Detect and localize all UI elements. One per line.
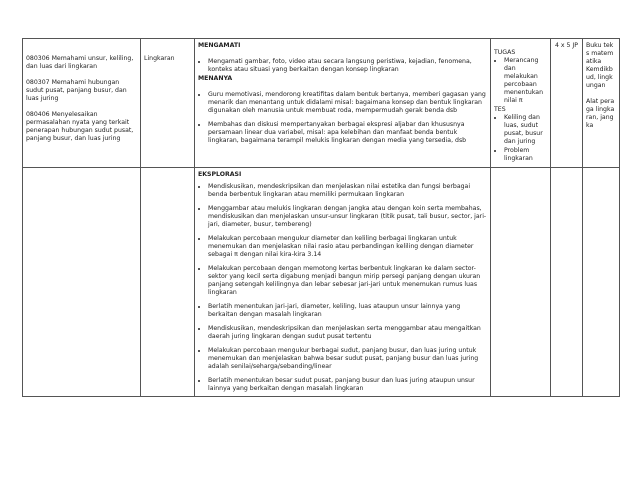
mengamati-heading: MENGAMATI [198,42,241,49]
empty-cell [23,168,141,397]
list-item: • Melakukan percobaan dengan memotong kertas berbentuk lingkaran ke dalam sector-sektor yang kecil serta digabung menjadi bangun mirip persegi panjang dengan ukuran panjang setengah kelilingnya dan lebar sebesar jari-jari untuk menemukan rumus luas lingkaran [208,265,487,297]
list-item: • Mendiskusikan, mendeskripsikan dan menjelaskan nilai estetika dan fungsi berbagai benda berbentuk lingkaran atau memiliki permukaan lingkaran [208,183,487,199]
topic-cell [141,39,195,168]
activity-cell [195,39,491,168]
assessment-cell [491,39,551,168]
list-item: • Mendiskusikan, mendeskripsikan dan menjelaskan serta menggambar atau mengaitkan daerah juring lingkaran dengan sudut pusat tertentu [208,325,487,341]
menanya-list [198,91,487,145]
empty-cell [491,168,551,397]
standard-text: 080307 Memahami hubungan sudut pusat, panjang busur, dan luas juring [26,79,127,102]
list-item: • Menggambar atau melukis lingkaran dengan jangka atau dengan koin serta membahas, mendiskusikan dan menjelaskan unsur-unsur lingkaran (titik pusat, tali busur, sector, jari-jari, diameter, busur, tembereng) [208,205,487,229]
list-item: • Guru memotivasi, mendorong kreatifitas dalam bentuk bertanya, memberi gagasan yang menarik dan menantang untuk didalami misal: bagaimana konsep dan bentuk lingkaran digunakan oleh manusia untuk membuat roda, mempermudah gerak benda dsb [208,91,487,115]
list-item: • Mengamati gambar, foto, video atau secara langsung peristiwa, kejadian, fenomena, konteks atau situasi yang berkaitan dengan konsep lingkaran [208,58,487,74]
menanya-heading: MENANYA [198,75,233,82]
list-item: • Keliling dan luas, sudut pusat, busur dan juring [504,114,547,146]
empty-cell [551,168,583,397]
list-item: • Melakukan percobaan mengukur berbagai sudut, panjang busur, dan luas juring untuk menemukan dan menjelaskan bahwa besar sudut pusat, panjang busur dan luas juring adalah senilai/seharga/sebanding/linear [208,347,487,371]
list-item: • Berlatih menentukan besar sudut pusat, panjang busur dan luas juring ataupun unsur lainnya yang berkaitan dengan masalah lingkaran [208,377,487,393]
tugas-list [494,57,547,105]
empty-cell [583,168,620,397]
eksplorasi-list [198,183,487,393]
activity-cell [195,168,491,397]
resources-cell [583,39,620,168]
competency-cell [23,39,141,168]
list-item: • Problem lingkaran [504,147,547,163]
list-item: • Merancang dan melakukan percobaan menentukan nilai π [504,57,547,105]
topic-text: Lingkaran [144,55,175,62]
tes-heading: TES [494,106,506,113]
lesson-plan-table [22,38,620,397]
time-allocation: 4 x 5 JP [555,42,578,49]
resource-text: Buku teks matematika [586,42,614,65]
tes-list [494,114,547,163]
resource-text: Alat peraga lingkaran, jangka [586,98,615,129]
tugas-heading: TUGAS [494,49,516,56]
table-row [23,39,620,168]
time-cell [551,39,583,168]
eksplorasi-heading: EKSPLORASI [198,171,242,178]
mengamati-list [198,58,487,74]
resource-text: Kemdikbud, lingkungan [586,66,613,89]
list-item: • Melakukan percobaan mengukur diameter dan keliling berbagai lingkaran untuk menemukan dan menjelaskan nilai rasio atau perbandingan keliling dengan diameter sebagai π dengan nilai kira-kira 3.14 [208,235,487,259]
list-item: • Membahas dan diskusi mempertanyakan berbagai ekspresi aljabar dan khususnya persamaan linear dua variabel, misal: apa kelebihan dan manfaat benda bentuk lingkaran, bagaimana terampil melukis lingkaran dengan media yang tersedia, dsb [208,121,487,145]
empty-cell [141,168,195,397]
standard-text: 080306 Memahami unsur, keliling, dan luas dari lingkaran [26,55,134,70]
table-row [23,168,620,397]
standard-text: 080406 Menyelesaikan permasalahan nyata yang terkait penerapan hubungan sudut pusat, panjang busur, dan luas juring [26,111,134,142]
list-item: • Berlatih menentukan jari-jari, diameter, keliling, luas ataupun unsur lainnya yang berkaitan dengan masalah lingkaran [208,303,487,319]
